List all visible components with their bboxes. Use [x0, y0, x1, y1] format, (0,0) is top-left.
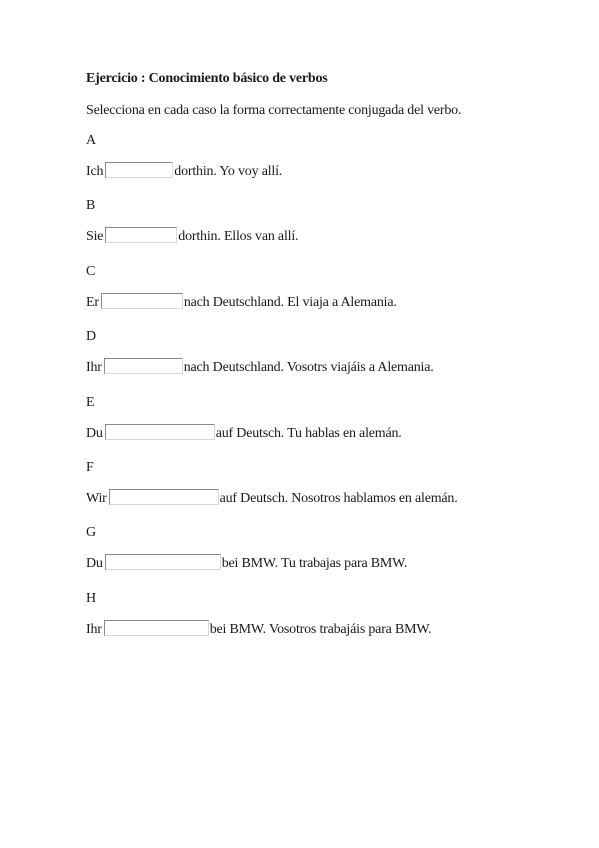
- item-subject: Du: [86, 426, 103, 441]
- item-subject: Wir: [86, 491, 107, 506]
- exercise-instruction: Selecciona en cada caso la forma correctamente conjugada del verbo.: [86, 103, 462, 118]
- item-subject: Sie: [86, 229, 104, 244]
- answer-input-b[interactable]: [105, 227, 177, 243]
- item-letter-e: E: [86, 395, 95, 410]
- answer-input-d[interactable]: [104, 358, 183, 374]
- item-letter-a: A: [86, 133, 97, 148]
- item-sentence-h: [86, 620, 431, 638]
- item-rest: auf Deutsch. Nosotros hablamos en alemán.: [219, 491, 458, 506]
- item-subject: Ihr: [86, 622, 102, 637]
- item-sentence-d: [86, 358, 434, 376]
- item-subject: Ihr: [86, 360, 102, 375]
- item-letter-g: G: [86, 525, 97, 540]
- answer-input-e[interactable]: [105, 424, 215, 440]
- item-sentence-b: [86, 227, 298, 245]
- item-sentence-c: [86, 293, 397, 311]
- item-rest: dorthin. Yo voy allí.: [174, 164, 283, 179]
- item-subject: Du: [86, 556, 103, 571]
- item-subject: Er: [86, 295, 99, 310]
- item-rest: auf Deutsch. Tu hablas en alemán.: [215, 426, 402, 441]
- item-letter-b: B: [86, 198, 96, 213]
- answer-input-f[interactable]: [109, 489, 219, 505]
- item-letter-d: D: [86, 329, 97, 344]
- answer-input-g[interactable]: [105, 554, 221, 570]
- item-sentence-e: [86, 424, 402, 442]
- item-rest: dorthin. Ellos van allí.: [178, 229, 299, 244]
- answer-input-c[interactable]: [101, 293, 183, 309]
- answer-input-a[interactable]: [105, 162, 173, 178]
- answer-input-h[interactable]: [104, 620, 209, 636]
- item-letter-h: H: [86, 591, 97, 606]
- item-letter-c: C: [86, 264, 96, 279]
- item-rest: bei BMW. Vosotros trabajáis para BMW.: [209, 622, 432, 637]
- item-rest: bei BMW. Tu trabajas para BMW.: [221, 556, 408, 571]
- item-letter-f: F: [86, 460, 94, 475]
- exercise-title: Ejercicio : Conocimiento básico de verbos: [86, 71, 328, 86]
- item-rest: nach Deutschland. El viaja a Alemania.: [183, 295, 397, 310]
- item-rest: nach Deutschland. Vosotrs viajáis a Alemania.: [183, 360, 434, 375]
- item-sentence-g: [86, 554, 407, 572]
- item-subject: Ich: [86, 164, 104, 179]
- item-sentence-f: [86, 489, 458, 507]
- item-sentence-a: [86, 162, 282, 180]
